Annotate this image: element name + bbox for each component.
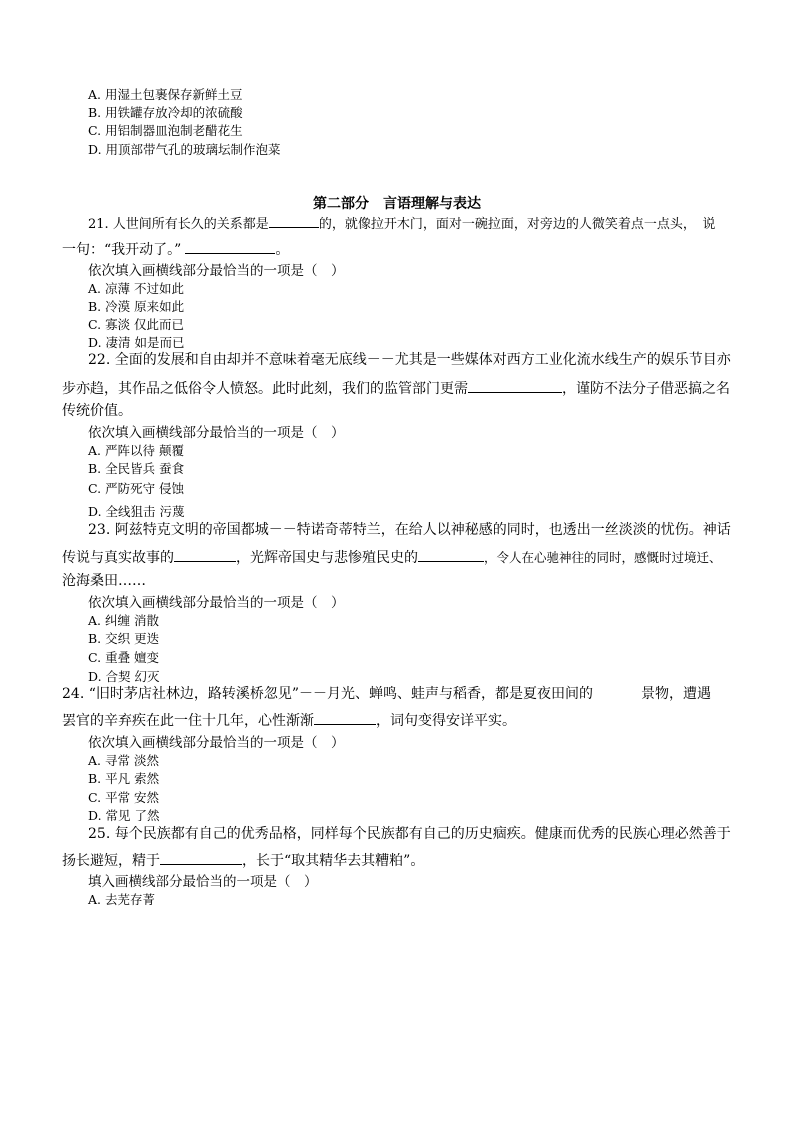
q23-blank-2 (418, 547, 484, 562)
q23-text-b: 传说与真实故事的 (62, 550, 174, 566)
q23-text-c: ，光辉帝国史与悲惨殖民史的 (236, 550, 418, 566)
q22-option-a: A. 严阵以待 颠覆 (88, 443, 184, 458)
q21-blank-1 (269, 213, 319, 228)
q23-stem-line3: 沧海桑田…… (62, 573, 146, 589)
q21-text-c: 一句：“我开动了。” (62, 242, 182, 258)
q22-option-c: C. 严防死守 侵蚀 (88, 481, 185, 496)
q22-stem-line3: 传统价值。 (62, 403, 132, 419)
q22-option-b: B. 全民皆兵 蚕食 (88, 461, 185, 476)
q25-text-c: ，长于“取其精华去其糟粕”。 (242, 853, 425, 869)
q23-stem-line2 (62, 547, 722, 567)
q22-question: 依次填入画横线部分最恰当的一项是（ ） (88, 425, 345, 441)
q24-text-c: 罢官的辛弃疾在此一住十几年，心性渐渐 (62, 713, 314, 729)
section-title: 第二部分 言语理解与表达 (313, 196, 481, 212)
q22-stem-line1: 22. 全面的发展和自由却并不意味着毫无底线－－尤其是一些媒体对西方工业化流水线生产的娱乐节目亦 (88, 352, 731, 368)
q22-stem-line2 (62, 378, 730, 398)
q22-text-b: 步亦趋，其作品之低俗令人愤怒。此时此刻，我们的监管部门更需 (62, 381, 468, 397)
q22-blank-1 (468, 378, 562, 393)
q24-text-b: 景物，遭遇 (641, 686, 712, 702)
q21-option-a: A. 凉薄 不过如此 (88, 281, 184, 296)
q23-option-c: C. 重叠 嬗变 (88, 650, 160, 665)
q23-option-b: B. 交织 更迭 (88, 631, 160, 646)
q23-option-a: A. 纠缠 消散 (88, 613, 159, 628)
q21-text-d: 。 (275, 242, 290, 258)
q25-question: 填入画横线部分最恰当的一项是（ ） (88, 874, 318, 890)
q24-option-b: B. 平凡 索然 (88, 771, 160, 786)
q21-stem-line1 (88, 213, 715, 234)
q21-blank-2 (185, 239, 275, 254)
q21-text-a: 21. 人世间所有长久的关系都是 (88, 217, 269, 232)
q24-question: 依次填入画横线部分最恰当的一项是（ ） (88, 735, 345, 751)
q24-option-d: D. 常见 了然 (88, 808, 160, 823)
prev-option-a: A. 用湿土包裹保存新鲜土豆 (88, 87, 243, 102)
q23-text-d: ，令人在心驰神往的同时，感慨时过境迁、 (484, 550, 722, 565)
q24-stem-line2 (62, 710, 516, 730)
q24-blank-2 (314, 710, 376, 725)
q23-question: 依次填入画横线部分最恰当的一项是（ ） (88, 595, 345, 611)
prev-option-c: C. 用铝制器皿泡制老醋花生 (88, 123, 243, 138)
q23-blank-1 (174, 547, 236, 562)
q24-text-a: 24. “旧时茅店社林边，路转溪桥忽见”－－月光、蝉鸣、蛙声与稻香，都是夏夜田间的 (62, 686, 594, 702)
prev-option-d: D. 用顶部带气孔的玻璃坛制作泡菜 (88, 142, 281, 157)
q25-option-a: A. 去芜存菁 (88, 892, 155, 907)
q21-option-c: C. 寡淡 仅此而已 (88, 317, 185, 332)
q24-option-a: A. 寻常 淡然 (88, 753, 159, 768)
q21-stem-line2 (62, 239, 289, 259)
q21-text-b: 的，就像拉开木门，面对一碗拉面，对旁边的人微笑着点一点头， 说 (318, 217, 716, 232)
q21-option-d: D. 凄清 如是而已 (88, 335, 185, 350)
q22-option-d: D. 全线狙击 污蔑 (88, 504, 185, 519)
q21-question: 依次填入画横线部分最恰当的一项是（ ） (88, 263, 345, 279)
q23-stem-line1: 23. 阿兹特克文明的帝国都城－－特诺奇蒂特兰，在给人以神秘感的同时，也透出一丝淡淡的忧伤。神话 (88, 522, 731, 538)
q22-text-c: ，谨防不法分子借恶搞之名 (562, 381, 730, 397)
q24-stem-line1 (62, 685, 711, 703)
q25-stem-line2 (62, 850, 424, 870)
q24-text-d: ，词句变得安详平实。 (376, 713, 516, 729)
q25-blank-1 (160, 850, 242, 865)
q24-option-c: C. 平常 安然 (88, 790, 160, 805)
prev-option-b: B. 用铁罐存放冷却的浓硫酸 (88, 105, 243, 120)
q25-text-b: 扬长避短，精于 (62, 853, 160, 869)
q25-stem-line1: 25. 每个民族都有自己的优秀品格，同样每个民族都有自己的历史痼疾。健康而优秀的民族心理必然善于 (88, 826, 731, 842)
q23-option-d: D. 合契 幻灭 (88, 669, 160, 684)
q21-option-b: B. 冷漠 原来如此 (88, 299, 185, 314)
